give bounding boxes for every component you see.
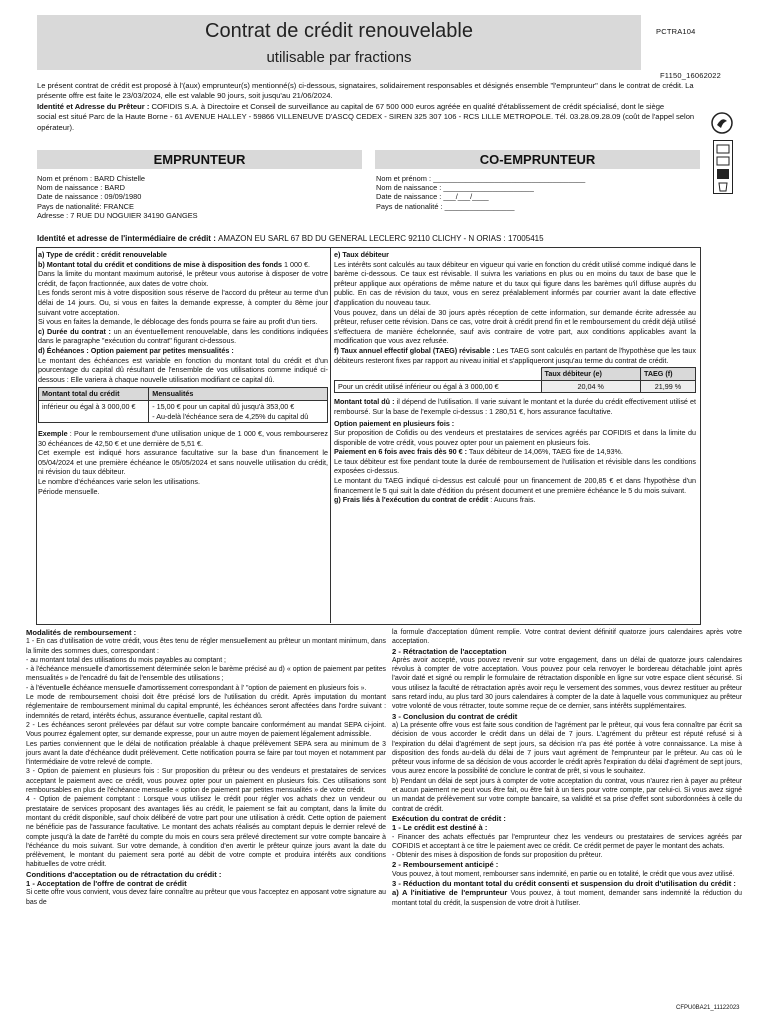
br-p5: - Obtenir des mises à disposition de fonds sur proposition du prêteur.: [392, 852, 603, 860]
bl-p3: 3 - Option de paiement en plusieurs fois : Sur proposition du prêteur ou des vendeurs et prestataires de services acceptant le paiement avec ce crédit, vous pouvez opter pour un paiement en plusieurs fois. Ces utilisations sont remboursables en plus de l'échéance mensuelle « option de paiement par petites mensualités » de votre crédit.: [26, 768, 386, 795]
table-cell-line: - 15,00 € pour un capital dû jusqu'à 353,00 €: [152, 401, 295, 411]
br-p7: Vous pouvez, à tout moment, demander sans indemnité la réduction du montant total du crédit, la suspension de votre droit à l'utiliser.: [392, 890, 742, 907]
bl-p5: Si cette offre vous convient, vous devez faire connaître au prêteur que vous l'acceptez en apposant votre signature au bas de: [26, 889, 386, 906]
emprunteur-fields: [37, 174, 357, 220]
b-p2: Les fonds seront mis à votre disposition sous réserve de l'accord du prêteur au terme d'un délai de 14 jours. Ou, si vous en faites la demande expresse, à compter du 8ème jour suivant votre acceptation.: [38, 288, 328, 317]
bl-p2: 2 - Les échéances seront prélevées par défaut sur votre compte bancaire conformément au mandat SEPA ci-joint. Vous pourrez également opter, sur demande expresse, pour un autre moyen de paiement légalement admissible.: [26, 721, 386, 739]
conditions-title: Conditions d'acceptation ou de rétractation du crédit :: [26, 869, 222, 879]
bottom-right-column: [392, 628, 742, 908]
reference-code: PCTRA104: [656, 27, 696, 36]
retractation-title: 2 - Rétractation de l'acceptation: [392, 646, 507, 656]
recycle-bin-icon: [713, 140, 733, 194]
br-p3: b) Pendant un délai de sept jours à compter de votre acceptation du contrat, vous n'aurez rien à payer au prêteur et aucun paiement ne peut vous être fait, ou être fait à un tiers pour votre compte, par celui-ci. Si vous avez signé un mandat de prélèvement sur votre compte bancaire, sa validité et sa prise d'effet sont subordonnées à celle du contrat de crédit.: [392, 777, 742, 813]
footer-ref: CFPU0BA21_11122023: [676, 1005, 740, 1011]
b-amount: 1 000 €.: [282, 259, 310, 269]
remboursement-title: 2 - Remboursement anticipé :: [392, 860, 499, 870]
table-header: Montant total du crédit: [39, 388, 149, 401]
c-text: un an éventuellement renouvelable, dans les conditions indiquées dans le paragraphe "exécution du contrat" figurant ci-dessous.: [38, 326, 328, 346]
mensualites-table: [38, 387, 328, 423]
rates-table: [334, 367, 696, 393]
rate-row-label: Pour un crédit utilisé inférieur ou égal à 3 000,00 €: [335, 380, 542, 393]
e-text: Les intérêts sont calculés au taux débiteur en vigueur qui varie en fonction du crédit utilisé comme indiqué dans le barème ci-dessous. Ce taux est révisable. Il suivra les variations en plus ou en moins du taux de base que le prêteur applique aux opérations de même nature et du taux qui figure dans les barèmes qu'il diffuse auprès du public. En cas de révision du taux, vous en serez préalablement informés par courrier avant la date effective d'application du nouveau taux.: [334, 259, 696, 307]
e-title: e) Taux débiteur: [334, 250, 389, 259]
bl-p1d: Le mode de remboursement choisi doit être précisé lors de l'utilisation du crédit. Après imputation du montant réglementaire de remboursement minimal du capital emprunté, les échéances seront affectées dans l'ordre suivant : indemnités de retard, intérêts échus, assurance éventuelle, capital restant dû.: [26, 694, 386, 720]
g-text: : Aucuns frais.: [488, 495, 536, 505]
bl-p1a: - au montant total des utilisations du mois payables au comptant ;: [26, 656, 226, 664]
initiative-title: a) A l'initiative de l'emprunteur: [392, 888, 508, 898]
opt-title: Option paiement en plusieurs fois :: [334, 418, 455, 428]
rate-debiteur: 20,04 %: [541, 380, 640, 393]
execution-title: Exécution du contrat de crédit :: [392, 813, 506, 823]
b-p1: Dans la limite du montant maximum autorisé, le prêteur vous autorise à disposer de votre crédit, de façon fractionnée, aux dates de votre choix.: [38, 269, 328, 288]
right-box-content: [334, 250, 696, 505]
coemprunteur-birthdate: Date de naissance : ___/___/____: [376, 192, 489, 202]
emprunteur-birthname: Nom de naissance : BARD: [37, 183, 125, 193]
br-p4: - Financer des achats effectués par l'emprunteur chez les vendeurs ou prestataires de services agréés par COFIDIS et acceptant à ce titre le paiement avec ce crédit. Ce crédit permet de payer le montant des achats.: [392, 833, 742, 850]
coemprunteur-name: Nom et prénom : _____________________________________: [376, 174, 586, 183]
emprunteur-address: Adresse : 7 RUE DU NOGUIER 34190 GANGES: [37, 210, 198, 220]
f-title: f) Taux annuel effectif global (TAEG) révisable :: [334, 345, 495, 355]
mtd-title: Montant total dû :: [334, 397, 395, 407]
bl-p1b: - à l'échéance mensuelle d'amortissement déterminée selon le barème précisé au d) « option de paiement par petites mensualités » de l'encadré du fait de l'ensemble des utilisations ;: [26, 666, 386, 683]
intermediaire: [37, 234, 717, 243]
lender-text: social est situé Parc de la Haute Borne - 61 AVENUE HALLEY - 59866 VILLENEUVE D'ASCQ CEDEX - SIREN 325 307 106 - RCS LILLE METROPOLE. Tél. 03.28.09.28.09 (coût de l'appel selon: [37, 112, 695, 122]
ex-text2: Cet exemple est indiqué hors assurance facultative sur la base d'un financement le 05/04/2024 et une première échéance le 05/05/2024 et sans nouvelle utilisation du crédit, ni révision du taux débiteur.: [38, 448, 328, 477]
p6-text: Taux débiteur de 14,06%, TAEG fixe de 14,93%.: [467, 447, 623, 457]
reduction-title: 3 - Réduction du montant total du crédit consenti et suspension du droit d'utilisation du crédit :: [392, 879, 736, 889]
p6-text2: Le taux débiteur est fixe pendant toute la durée de remboursement de l'utilisation et révisible dans les conditions exposées ci-dessus.: [334, 456, 696, 476]
lender-label: Identité et Adresse du Prêteur :: [37, 101, 150, 111]
intermediaire-label: Identité et adresse de l'intermédiaire de crédit :: [37, 234, 219, 243]
recycle-leaf-icon: [711, 112, 733, 134]
box-divider: [330, 247, 331, 623]
e-text2: Vous pouvez, dans un délai de 30 jours après réception de cette information, sur demande écrite adressée au prêteur, refuser cette révision. Dans ce cas, votre droit à crédit prend fin et le remboursement du crédit déjà utilisé s'effectuera de manière échelonnée, sauf avis contraire de votre part, aux conditions applicables avant la modification que vous avez refusée.: [334, 307, 696, 346]
bl-p4: 4 - Option de paiement comptant : Lorsque vous utilisez le crédit pour régler vos achats chez un vendeur ou prestataire de services proposant des avantages liés au crédit, le paiement se fait au comptant, dans la limite du montant du crédit disponible, sauf choix délibéré de votre part pour une utilisation à crédit. Cette option de paiement ne bénéficie pas de l'assurance facultative. Le montant des achats réalisés au comptant depuis le dernier relevé de compte jusqu'à la date de l'arrêté du compte du mois en cours sera prélevé directement sur votre compte bancaire à l'échéance du mois suivant. Sur votre demande, à condition d'en avertir le prêteur quinze jours avant la date du prélèvement, le montant du paiement sera porté au débit de votre compte et produira intérêts aux conditions habituelles de votre crédit.: [26, 796, 386, 869]
table-cell: inférieur ou égal à 3 000,00 €: [39, 400, 149, 422]
br-p0: la formule d'acceptation dûment remplie. Votre contrat devient définitif quatorze jours calendaires après votre acceptation.: [392, 629, 742, 646]
left-box-content: [38, 250, 328, 496]
ex-text3: Le nombre d'échéances varie selon les utilisations.: [38, 477, 200, 487]
d-title: d) Échéances : Option paiement par petites mensualités :: [38, 345, 234, 355]
bottom-left-column: [26, 628, 386, 907]
f-text: Les TAEG sont calculés en partant de l'hypothèse que les taux débiteurs resteront fixes par rapport au niveau initial et s'appliqueront jusqu'au terme du contrat de crédit.: [334, 345, 696, 365]
destination-title: 1 - Le crédit est destiné à :: [392, 823, 488, 833]
c-title: c) Durée du contrat :: [38, 326, 111, 336]
table-header: Mensualités: [149, 388, 328, 401]
b-p3: Si vous en faites la demande, le déblocage des fonds pourra se faire au profit d'un tiers.: [38, 317, 318, 327]
p6-text3: Le montant du TAEG indiqué ci-dessus est calculé pour un financement de 200,85 € et dans l'hypothèse d'un financement le 5 qui suit la date d'édition du présent document et une première échéance le 5 du mois suivant.: [334, 476, 696, 495]
bl-p1: 1 - En cas d'utilisation de votre crédit, vous êtes tenu de régler mensuellement au prêteur un montant minimum, dans la limite des sommes dues, correspondant :: [26, 638, 386, 655]
acceptation-title: 1 - Acceptation de l'offre de contrat de crédit: [26, 879, 187, 889]
intro-line: présente offre est faite le 23/03/2024, elle est valable 90 jours, soit jusqu'au 21/06/2024.: [37, 91, 333, 101]
mtd-text: il dépend de l'utilisation. Il varie suivant le montant et la durée du crédit effectivement utilisé et remboursé. Sur la base de l'exemple ci-dessus : 1 280,51 €, hors assurance facultative.: [334, 397, 697, 416]
table-cell-line: - Au-delà l'échéance sera de 4,25% du capital dû: [152, 411, 309, 421]
g-title: g) Frais liés à l'exécution du contrat de crédit: [334, 495, 489, 505]
intro-line: Le présent contrat de crédit est proposé à l'(aux) emprunteur(s) mentionné(s) ci-dessous, signataires, solidairement responsables et désignés ensemble "l'emprunteur" dans le contrat de crédit. La: [37, 81, 694, 90]
coemprunteur-nationality: Pays de nationalité : _________________: [376, 201, 515, 211]
page-subtitle: utilisable par fractions: [266, 49, 412, 66]
br-p6: Vous pouvez, à tout moment, rembourser sans indemnité, en partie ou en totalité, le crédit que vous avez utilisé.: [392, 870, 735, 878]
modalites-title: Modalités de remboursement :: [26, 628, 137, 637]
ex-text: : Pour le remboursement d'une utilisation unique de 1 000 €, vous rembourserez 30 échéances de 42,50 € et une dernière de 5,51 €.: [38, 429, 328, 448]
coemprunteur-birthname: Nom de naissance : ______________________: [376, 183, 534, 193]
opt-text: Sur proposition de Cofidis ou des vendeurs et prestataires de services agréés par COFIDIS et dans la limite du disponible de votre crédit, vous pouvez opter pour un paiement en plusieurs fois.: [334, 428, 696, 447]
br-p2: a) La présente offre vous est faite sous condition de l'agrément par le prêteur, qui vous fera connaître par écrit sa décision de vous accorder le crédit dans un délai de 7 jours. L'agrément du prêteur est réputé refusé si à l'expiration du délai d'agrément de sept jours, sa décision n'a pas été portée à votre connaissance. La mise à disposition des fonds au-delà du délai de 7 jours vaut agrément de l'emprunteur par le prêteur. Au cas où le prêteur vous informe de sa décision de vous accorder le crédit après l'expiration du délai d'agrément de sept jours, vous aurez encore la possibilité de conclure le contrat de prêt, si vous le souhaitez.: [392, 721, 742, 776]
bl-p1c: - à l'éventuelle échéance mensuelle d'amortissement correspondant à l' "option de paiement en plusieurs fois ».: [26, 684, 367, 692]
intro: [37, 81, 717, 133]
lender-text: opérateur).: [37, 122, 75, 132]
form-code: F1150_16062022: [660, 71, 722, 80]
rate-taeg: 21,99 %: [640, 380, 695, 393]
table-cell: [149, 400, 328, 422]
emprunteur-header: EMPRUNTEUR: [37, 150, 362, 169]
b-title: b) Montant total du crédit et conditions de mise à disposition des fonds: [38, 259, 282, 269]
rate-header: Taux débiteur (e): [541, 368, 640, 381]
coemprunteur-header: CO-EMPRUNTEUR: [375, 150, 700, 169]
coemprunteur-fields: [376, 174, 696, 211]
intermediaire-value: AMAZON EU SARL 67 BD DU GENERAL LECLERC 92110 CLICHY - N ORIAS : 17005415: [218, 234, 544, 243]
ex-text4: Période mensuelle.: [38, 486, 100, 496]
rate-header: TAEG (f): [640, 368, 695, 381]
d-text: Le montant des échéances est variable en fonction du montant total du crédit et d'un pourcentage du capital dû résultant de l'ensemble de vos utilisations comme indiqué ci-dessous : Elle variera à chaque nouvelle utilisation modifiant ce capital dû.: [38, 355, 328, 384]
emprunteur-birthdate: Date de naissance : 09/09/1980: [37, 192, 142, 202]
type-credit: a) Type de crédit : crédit renouvelable: [38, 250, 167, 259]
br-p1: Après avoir accepté, vous pouvez revenir sur votre engagement, dans un délai de quatorze jours calendaires révolus à compter de votre acceptation. Vous pouvez pour cela renvoyer le bordereau détachable joint après l'avoir daté et signé ou remplir le formulaire de rétractation disponible en ligne sur votre espace client sécurisé. Si vous utilisez la faculté de rétractation après avoir reçu le versement des sommes, vous devrez restituer au prêteur sans retard indu, au plus tard 30 jours calendaires à compter de la date à laquelle vous communiquez au prêteur votre volonté de vous rétracter, toute somme reçue de ce dernier, sans intérêts supplémentaires.: [392, 656, 742, 711]
lender-text: COFIDIS S.A. à Directoire et Conseil de surveillance au capital de 67 500 000 euros agréée en qualité d'établissement de crédit spécialisé, dont le siège: [149, 101, 665, 111]
page-title: Contrat de crédit renouvelable: [205, 20, 473, 42]
bl-p2b: Les parties conviennent que le délai de notification préalable à chaque prélèvement SEPA sera au minimum de 3 jours avant la date d'échéance dudit prélèvement. Cette notification pourra se faire par tout moyen et notamment par l'intermédiaire de votre relevé de compte.: [26, 740, 386, 767]
conclusion-title: 3 - Conclusion du contrat de crédit: [392, 711, 518, 721]
ex-label: Exemple: [38, 429, 68, 439]
emprunteur-name: Nom et prénom : BARD Chistelle: [37, 174, 146, 183]
p6-title: Paiement en 6 fois avec frais dès 90 € :: [334, 447, 468, 457]
emprunteur-nationality: Pays de nationalité: FRANCE: [37, 201, 134, 211]
